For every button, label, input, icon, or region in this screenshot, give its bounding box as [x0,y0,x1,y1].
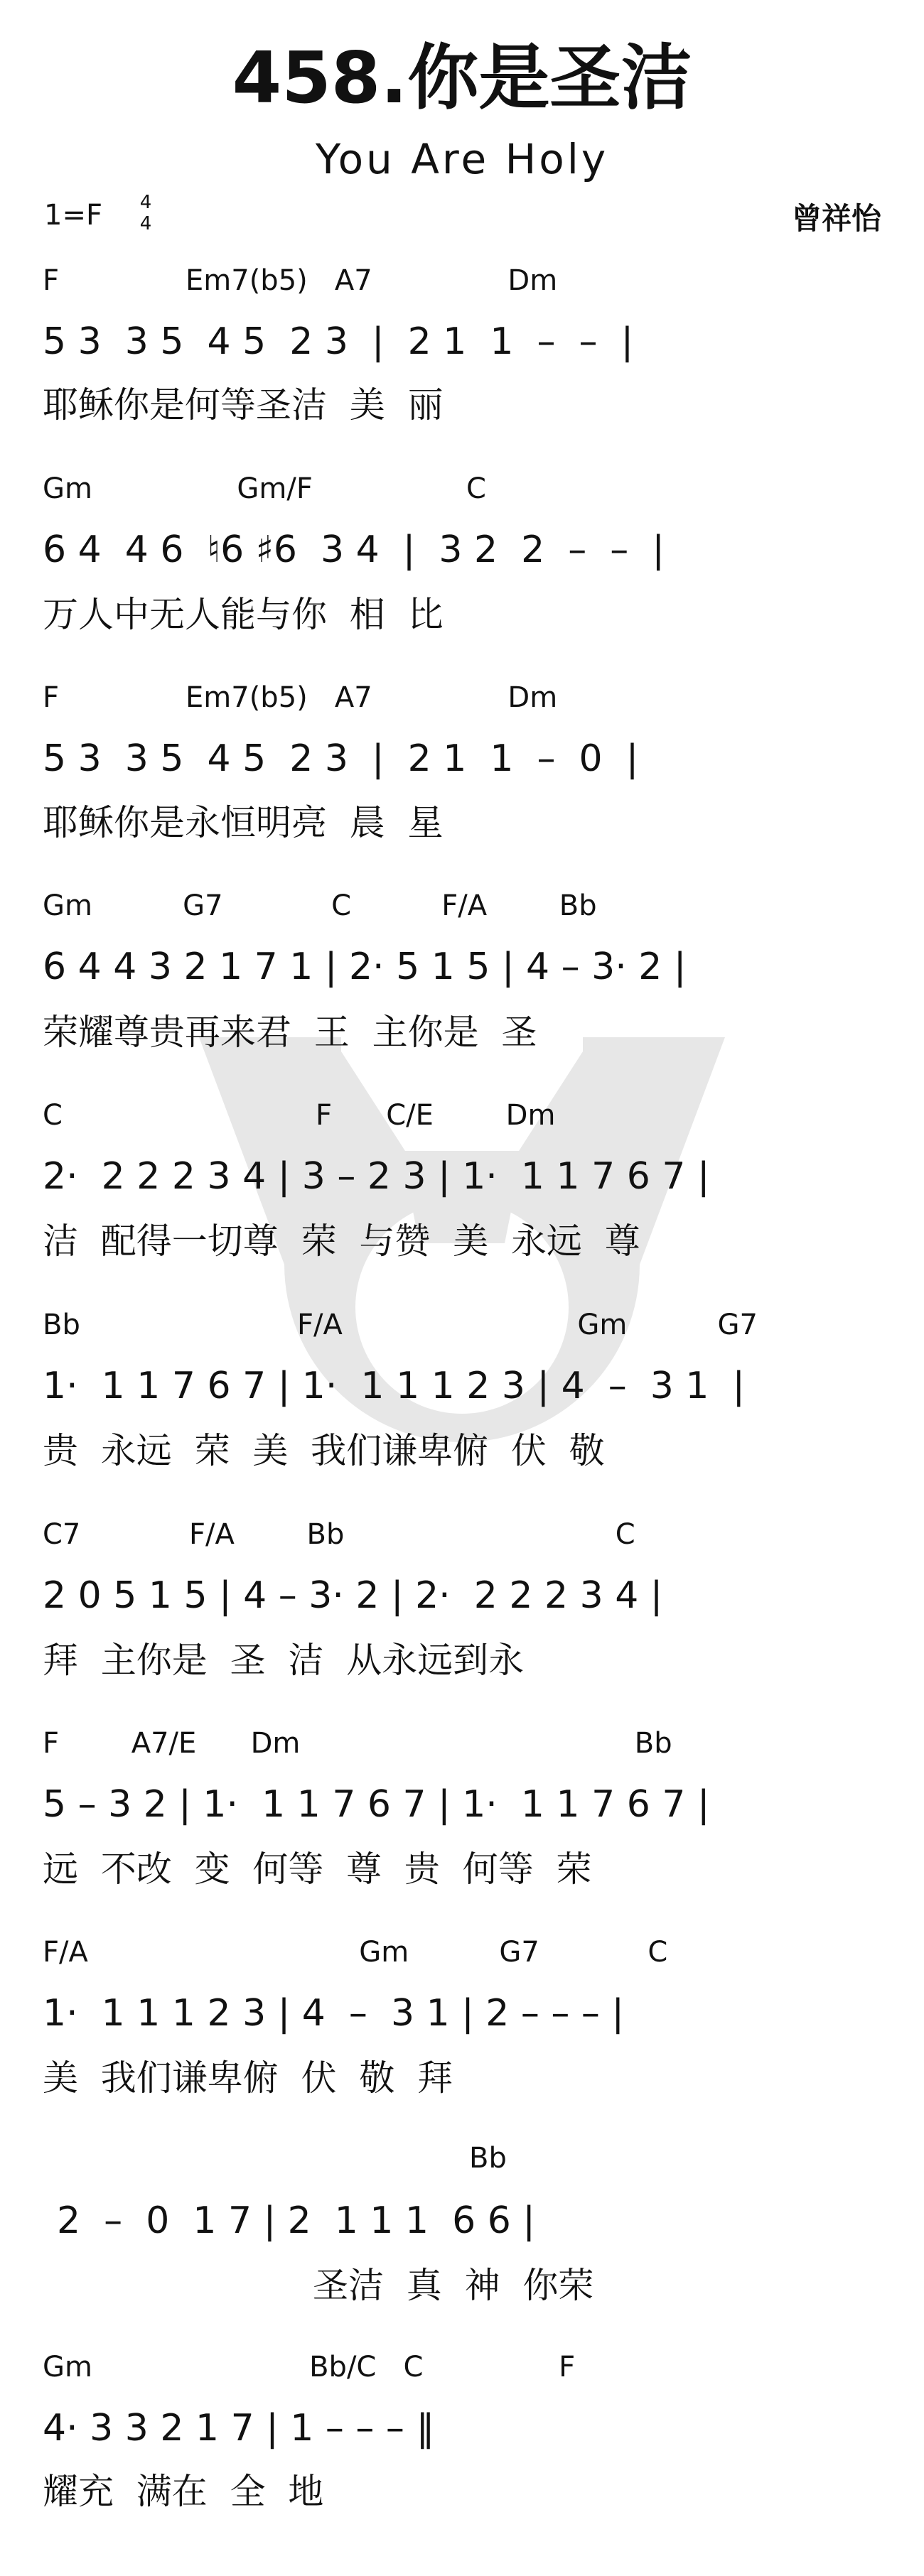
lyric-line: 洁 配得一切尊 荣 与赞 美 永远 尊 [43,1221,640,1262]
note-line: 6 4 4 6 ♮6 ♯6 3 4 | 3 2 2 – – | [43,529,665,571]
lyric-line: 荣耀尊贵再来君 王 主你是 圣 [43,1012,537,1053]
lyric-line: 拜 主你是 圣 洁 从永远到永 [43,1640,525,1681]
note-line: 5 – 3 2 | 1· 1 1 7 6 7 | 1· 1 1 7 6 7 | [43,1783,710,1826]
note-line: 4· 3 3 2 1 7 | 1 – – – ‖ [43,2407,435,2450]
note-line: 5 3 3 5 4 5 2 3 | 2 1 1 – 0 | [43,737,639,780]
chord-line: Bb F/A Gm G7 [43,1309,758,1341]
lyric-line: 贵 永远 荣 美 我们谦卑俯 伏 敬 [43,1430,605,1471]
time-signature [135,193,156,236]
chord-line: Gm Bb/C C F [43,2351,576,2383]
chord-line: F/A Gm G7 C [43,1936,668,1969]
time-signature-bottom: 4 [139,213,152,234]
note-line: 2· 2 2 2 3 4 | 3 – 2 3 | 1· 1 1 7 6 7 | [43,1155,710,1198]
watermark-emblem [171,1009,753,1591]
chord-line: Gm Gm/F C [43,472,486,505]
song-subtitle: You Are Holy [315,135,609,183]
note-line: 2 0 5 1 5 | 4 – 3· 2 | 2· 2 2 2 3 4 | [43,1574,663,1617]
chord-line: F Em7(b5) A7 Dm [43,681,558,714]
lyric-line: 远 不改 变 何等 尊 贵 何等 荣 [43,1849,592,1890]
note-line: 2 – 0 1 7 | 2 1 1 1 6 6 | [57,2199,535,2242]
lyric-line: 万人中无人能与你 相 比 [43,594,444,635]
note-line: 5 3 3 5 4 5 2 3 | 2 1 1 – – | [43,320,634,363]
song-title: 458.你是圣洁 [232,36,692,119]
chord-line: C F C/E Dm [43,1099,556,1132]
lyric-line: 圣洁 真 神 你荣 [313,2265,594,2306]
note-line: 6 4 4 3 2 1 7 1 | 2· 5 1 5 | 4 – 3· 2 | [43,946,687,988]
chord-line: Gm G7 C F/A Bb [43,889,597,922]
key-signature: 1=F [44,199,102,232]
chord-line: F A7/E Dm Bb [43,1727,672,1760]
chord-line: C7 F/A Bb C [43,1518,635,1551]
chord-line: Bb [469,2142,507,2175]
note-line: 1· 1 1 1 2 3 | 4 – 3 1 | 2 – – – | [43,1992,624,2035]
lyric-line: 耀充 满在 全 地 [43,2471,324,2512]
chord-line: F Em7(b5) A7 Dm [43,264,558,297]
lyric-line: 耶稣你是何等圣洁 美 丽 [43,384,444,426]
lyric-line: 美 我们谦卑俯 伏 敬 拜 [43,2057,453,2099]
note-line: 1· 1 1 7 6 7 | 1· 1 1 1 2 3 | 4 – 3 1 | [43,1365,746,1407]
time-signature-top: 4 [139,192,152,213]
lyric-line: 耶稣你是永恒明亮 晨 星 [43,802,444,843]
composer: 曾祥怡 [791,201,881,236]
